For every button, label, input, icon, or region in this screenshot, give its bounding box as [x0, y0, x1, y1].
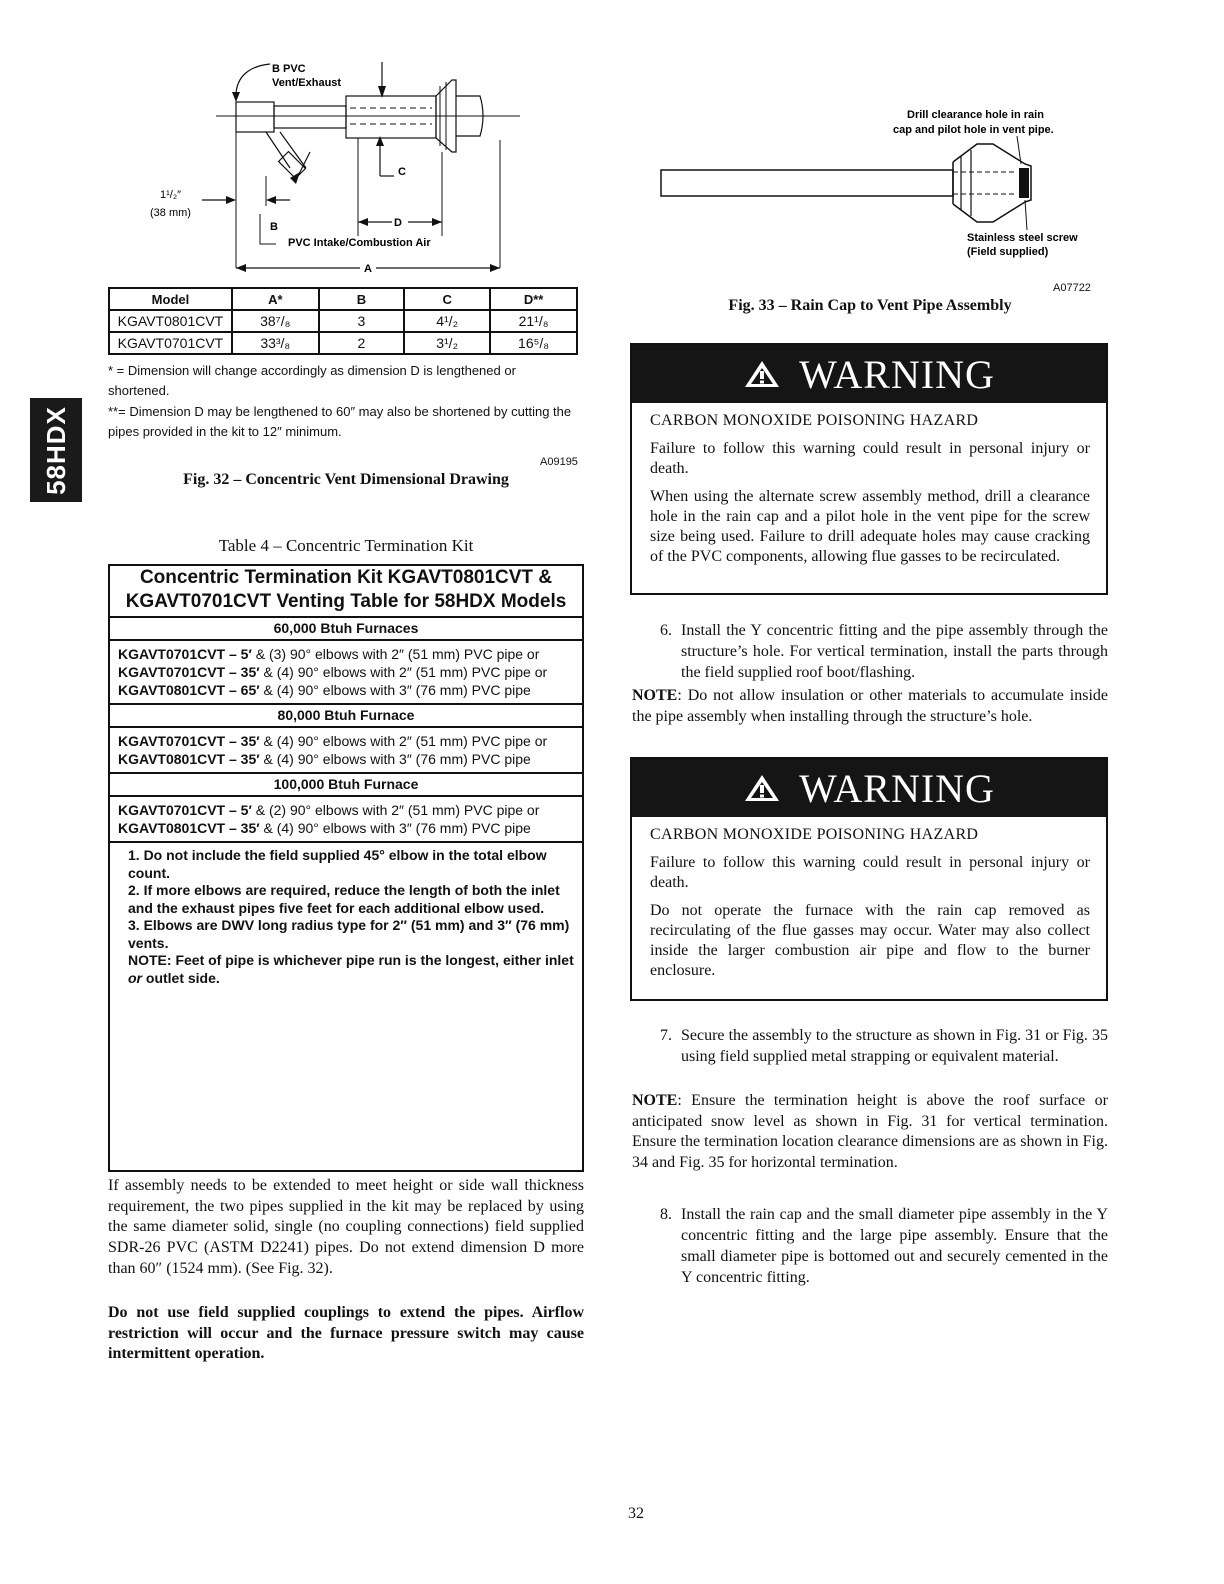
cell: 16⁵/₈	[490, 332, 577, 354]
footnote: 1. Do not include the field supplied 45° elbow in the total elbow count.	[128, 847, 547, 881]
warning-triangle-icon	[743, 773, 781, 803]
concentric-vent-drawing	[140, 56, 560, 286]
list-item: KGAVT0701CVT – 35′ & (4) 90° elbows with 2″ (51 mm) PVC pipe or	[118, 733, 548, 749]
termination-kit-table	[108, 564, 584, 1172]
section-80k-title: 80,000 Btuh Furnace	[110, 703, 582, 728]
section-80k	[110, 728, 582, 772]
page-number: 32	[628, 1505, 644, 1522]
dimension-table	[108, 287, 578, 355]
fig33-caption: Fig. 33 – Rain Cap to Vent Pipe Assembly	[728, 297, 1012, 314]
warning-label: WARNING	[799, 765, 995, 811]
label-c: C	[398, 166, 406, 178]
fig32-note-2: **= Dimension D may be lengthened to 60″ may also be shortened by cutting the pipes provided in the kit to 12″ minimum.	[108, 404, 572, 439]
list-item: KGAVT0701CVT – 5′ & (2) 90° elbows with 2″ (51 mm) PVC pipe or	[118, 802, 540, 818]
warning-box-1	[630, 343, 1108, 595]
table-row	[109, 332, 577, 354]
list-item: KGAVT0701CVT – 5′ & (3) 90° elbows with 2″ (51 mm) PVC pipe or	[118, 646, 540, 662]
section-100k-title: 100,000 Btuh Furnace	[110, 772, 582, 797]
label-b: B	[270, 221, 278, 233]
label-vent-exhaust: Vent/Exhaust	[272, 77, 342, 89]
label-drill-1: Drill clearance hole in rain	[907, 109, 1044, 121]
cell: 21¹/₈	[490, 310, 577, 332]
label-intake: PVC Intake/Combustion Air	[288, 237, 431, 249]
footnote: 2. If more elbows are required, reduce the length of both the inlet and the exhaust pipes five feet for each additional elbow used.	[128, 882, 560, 916]
section-60k-title: 60,000 Btuh Furnaces	[110, 616, 582, 641]
kit-footnotes	[110, 841, 582, 1007]
warning-box-2	[630, 757, 1108, 1001]
kit-header: Concentric Termination Kit KGAVT0801CVT & KGAVT0701CVT Venting Table for 58HDX Models	[125, 567, 567, 612]
label-drill-2: cap and pilot hole in vent pipe.	[893, 124, 1054, 136]
cell: 38⁷/₈	[232, 310, 319, 332]
warning-header	[632, 759, 1106, 817]
col-b: B	[319, 288, 404, 310]
step-text: Install the Y concentric fitting and the pipe assembly through the structure’s hole. For vertical termination, install the parts through the field supplied roof boot/flashing.	[681, 622, 1108, 681]
couplings-warning: Do not use field supplied couplings to extend the pipes. Airflow restriction will occur and the furnace pressure switch may cause intermittent operation.	[108, 1304, 584, 1363]
table-row	[109, 310, 577, 332]
label-d: D	[394, 217, 402, 229]
col-d: D**	[490, 288, 577, 310]
list-item: KGAVT0701CVT – 35′ & (4) 90° elbows with 2″ (51 mm) PVC pipe or	[118, 664, 548, 680]
cell: 4¹/₂	[404, 310, 490, 332]
list-item: KGAVT0801CVT – 35′ & (4) 90° elbows with 3″ (76 mm) PVC pipe	[118, 751, 531, 767]
label-screw-1: Stainless steel screw	[967, 232, 1078, 244]
label-one-half: 1¹/₂″	[160, 189, 182, 201]
list-item: KGAVT0801CVT – 35′ & (4) 90° elbows with 3″ (76 mm) PVC pipe	[118, 820, 531, 836]
cell: 2	[319, 332, 404, 354]
side-tab-label: 58HDX	[40, 405, 71, 495]
fig32-id: A09195	[540, 456, 578, 468]
label-a: A	[364, 263, 372, 275]
step-6	[660, 620, 1108, 683]
col-c: C	[404, 288, 490, 310]
side-tab	[30, 398, 82, 502]
table4-caption: Table 4 – Concentric Termination Kit	[218, 536, 474, 555]
label-screw-2: (Field supplied)	[967, 246, 1049, 258]
warning-title: CARBON MONOXIDE POISONING HAZARD	[650, 826, 979, 843]
warning-header	[632, 345, 1106, 403]
cell: KGAVT0801CVT	[109, 310, 232, 332]
fig32-note-1: * = Dimension will change accordingly as dimension D is lengthened or shortened.	[108, 363, 516, 398]
list-item: KGAVT0801CVT – 65′ & (4) 90° elbows with 3″ (76 mm) PVC pipe	[118, 682, 531, 698]
warning-title: CARBON MONOXIDE POISONING HAZARD	[650, 412, 979, 429]
step-text: Install the rain cap and the small diameter pipe assembly in the Y concentric fitting and the large pipe assembly. Ensure that the small diameter pipe is bottomed out and securely cemented in the Y concentric fitting.	[681, 1206, 1108, 1286]
extension-paragraph: If assembly needs to be extended to meet height or side wall thickness requirement, the two pipes supplied in the kit may be replaced by using the same diameter solid, single (no coupling connections) field supplied SDR-26 PVC (ASTM D2241) pipes. Do not extend dimension D more than 60″ (1524 mm). (See Fig. 32).	[108, 1177, 584, 1277]
step-7	[660, 1025, 1108, 1067]
warning-text: Do not operate the furnace with the rain cap removed as recirculating of the flue gasses may occur. Water may also collect inside the larger combustion air pipe and flow to the burner enclosure.	[650, 902, 1090, 979]
warning-text: Failure to follow this warning could result in personal injury or death.	[650, 440, 1090, 477]
label-38mm: (38 mm)	[150, 207, 191, 219]
warning-text: Failure to follow this warning could result in personal injury or death.	[650, 854, 1090, 891]
step-8	[660, 1204, 1108, 1288]
step-number: 7.	[660, 1027, 672, 1044]
step-number: 6.	[660, 622, 672, 639]
note-termination: NOTE: Ensure the termination height is above the roof surface or anticipated snow level as shown in Fig. 31 for vertical termination. Ensure the termination location clearance dimensions are as shown in Fig. 34 and Fig. 35 for horizontal termination.	[632, 1092, 1108, 1172]
note-insulation: NOTE: Do not allow insulation or other materials to accumulate inside the pipe assembly when installing through the structure’s hole.	[632, 687, 1108, 725]
col-a: A*	[232, 288, 319, 310]
fig33-id: A07722	[1053, 282, 1091, 294]
warning-text: When using the alternate screw assembly method, drill a clearance hole in the rain cap and a pilot hole in the vent pipe for the screw size being used. Failure to drill adequate holes may cause cracking of the PVC components, allowing flue gasses to be recirculated.	[650, 488, 1090, 565]
cell: 3¹/₂	[404, 332, 490, 354]
label-b-pvc: B PVC	[272, 63, 306, 75]
fig32-caption: Fig. 32 – Concentric Vent Dimensional Drawing	[183, 471, 509, 488]
section-100k	[110, 797, 582, 841]
cell: 33³/₈	[232, 332, 319, 354]
footnote: 3. Elbows are DWV long radius type for 2″ (51 mm) and 3″ (76 mm) vents.	[128, 917, 570, 951]
warning-triangle-icon	[743, 359, 781, 389]
step-number: 8.	[660, 1206, 672, 1223]
footnote-note: NOTE: Feet of pipe is whichever pipe run is the longest, either inlet or outlet side.	[128, 952, 574, 986]
step-text: Secure the assembly to the structure as shown in Fig. 31 or Fig. 35 using field supplied metal strapping or equivalent material.	[681, 1027, 1108, 1065]
warning-label: WARNING	[799, 351, 995, 397]
cell: KGAVT0701CVT	[109, 332, 232, 354]
rain-cap-drawing	[655, 104, 1115, 264]
col-model: Model	[109, 288, 232, 310]
cell: 3	[319, 310, 404, 332]
section-60k	[110, 641, 582, 703]
